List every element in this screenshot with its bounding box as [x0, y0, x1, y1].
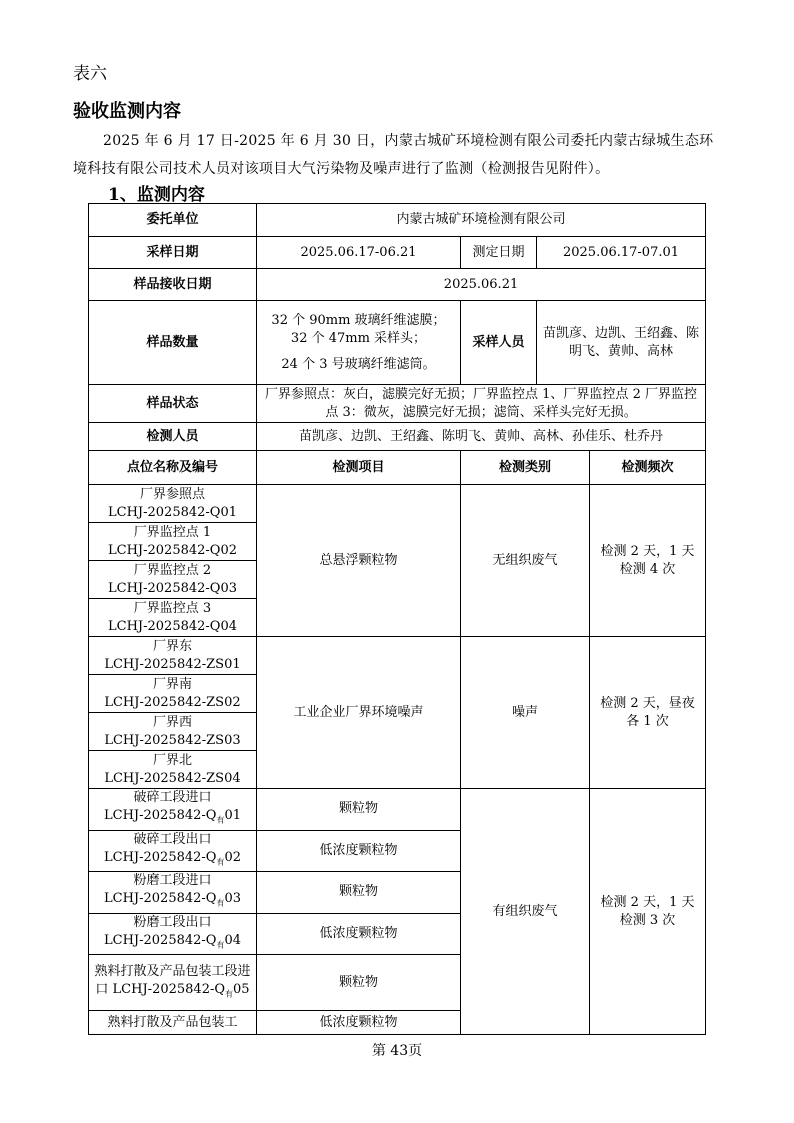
- row-sample-state: [89, 385, 706, 423]
- row-sampling-date: [89, 237, 706, 269]
- col-header-point: 点位名称及编号: [89, 451, 257, 485]
- table-row: [89, 789, 706, 831]
- point-cell: 熟料打散及产品包装工段进口 LCHJ-$2025842-Q_有05$: [89, 955, 257, 1011]
- col-header-item: 检测项目: [257, 451, 461, 485]
- table-label: 表六: [73, 64, 107, 84]
- item-cell: 颗粒物: [257, 872, 461, 914]
- point-cell: 破碎工段出口 LCHJ-$2025842-Q_有02$: [89, 830, 257, 872]
- item-cell: 颗粒物: [257, 789, 461, 831]
- monitoring-table: [88, 203, 706, 1035]
- point-cell: 厂界东 LCHJ-2025842-ZS01: [89, 637, 257, 675]
- sample-qty-line1: 32 个 90mm 玻璃纤维滤膜；: [271, 312, 446, 328]
- client-value: 内蒙古城矿环境检测有限公司: [257, 204, 706, 237]
- column-header-row: [89, 451, 706, 485]
- item-cell: 工业企业厂界环境噪声: [257, 637, 461, 789]
- sample-qty-line3: 24 个 3 号玻璃纤维滤筒。: [281, 356, 436, 372]
- point-cell: 厂界监控点 1 LCHJ-2025842-Q02: [89, 523, 257, 561]
- sample-state-label: 样品状态: [89, 385, 257, 423]
- col-header-frequency: 检测频次: [590, 451, 706, 485]
- table-row: [89, 485, 706, 523]
- item-cell: 低浓度颗粒物: [257, 830, 461, 872]
- row-sample-qty: [89, 301, 706, 385]
- sampling-date-label: 采样日期: [89, 237, 257, 269]
- point-cell: 厂界南 LCHJ-2025842-ZS02: [89, 675, 257, 713]
- intro-paragraph: 2025 年 6 月 17 日-2025 年 6 月 30 日，内蒙古城矿环境检测有限公司委托内蒙古绿城生态环境科技有限公司技术人员对该项目大气污染物及噪声进行了监测（检测报告见附件）。: [73, 133, 714, 177]
- page-number: 第 43页: [371, 1043, 423, 1059]
- item-cell: 总悬浮颗粒物: [257, 485, 461, 637]
- item-cell: 颗粒物: [257, 955, 461, 1011]
- category-cell: 无组织废气: [461, 485, 590, 637]
- test-date-value: 2025.06.17-07.01: [537, 237, 706, 269]
- point-cell: 厂界西 LCHJ-2025842-ZS03: [89, 713, 257, 751]
- table-row: [89, 637, 706, 675]
- point-cell: 厂界参照点 LCHJ-2025842-Q01: [89, 485, 257, 523]
- sample-qty-value: [257, 301, 461, 385]
- point-cell: 厂界监控点 2 LCHJ-2025842-Q03: [89, 561, 257, 599]
- frequency-cell: 检测 2 天，1 天检测 3 次: [590, 789, 706, 1035]
- inspector-label: 检测人员: [89, 423, 257, 451]
- frequency-cell: 检测 2 天，昼夜各 1 次: [590, 637, 706, 789]
- receive-date-label: 样品接收日期: [89, 269, 257, 301]
- point-cell: 厂界监控点 3 LCHJ-2025842-Q04: [89, 599, 257, 637]
- point-cell: 粉磨工段出口 LCHJ-$2025842-Q_有04$: [89, 913, 257, 955]
- section-heading: 验收监测内容: [73, 101, 181, 122]
- row-client: [89, 204, 706, 237]
- client-label: 委托单位: [89, 204, 257, 237]
- test-date-label: 测定日期: [461, 237, 537, 269]
- category-cell: 噪声: [461, 637, 590, 789]
- subheading-monitoring-content: 1、监测内容: [108, 185, 205, 205]
- sample-qty-label: 样品数量: [89, 301, 257, 385]
- sampler-value: 苗凯彦、边凯、王绍鑫、陈明飞、黄帅、高林: [537, 301, 706, 385]
- sample-state-value: 厂界参照点：灰白，滤膜完好无损；厂界监控点 1、厂界监控点 2 厂界监控点 3：微灰，滤膜完好无损；滤筒、采样头完好无损。: [257, 385, 706, 423]
- receive-date-value: 2025.06.21: [257, 269, 706, 301]
- point-cell: 粉磨工段进口 LCHJ-$2025842-Q_有03$: [89, 872, 257, 914]
- item-cell: 低浓度颗粒物: [257, 913, 461, 955]
- point-cell: 厂界北 LCHJ-2025842-ZS04: [89, 751, 257, 789]
- point-cell: 破碎工段进口 LCHJ-$2025842-Q_有01$: [89, 789, 257, 831]
- inspector-value: 苗凯彦、边凯、王绍鑫、陈明飞、黄帅、高林、孙佳乐、杜乔丹: [257, 423, 706, 451]
- item-cell: 低浓度颗粒物: [257, 1011, 461, 1035]
- sampling-date-value: 2025.06.17-06.21: [257, 237, 461, 269]
- col-header-category: 检测类别: [461, 451, 590, 485]
- sample-qty-line2: 32 个 47mm 采样头；: [290, 330, 427, 346]
- category-cell: 有组织废气: [461, 789, 590, 1035]
- frequency-cell: 检测 2 天，1 天检测 4 次: [590, 485, 706, 637]
- row-inspector: [89, 423, 706, 451]
- point-cell: 熟料打散及产品包装工: [89, 1011, 257, 1035]
- sampler-label: 采样人员: [461, 301, 537, 385]
- row-receive-date: [89, 269, 706, 301]
